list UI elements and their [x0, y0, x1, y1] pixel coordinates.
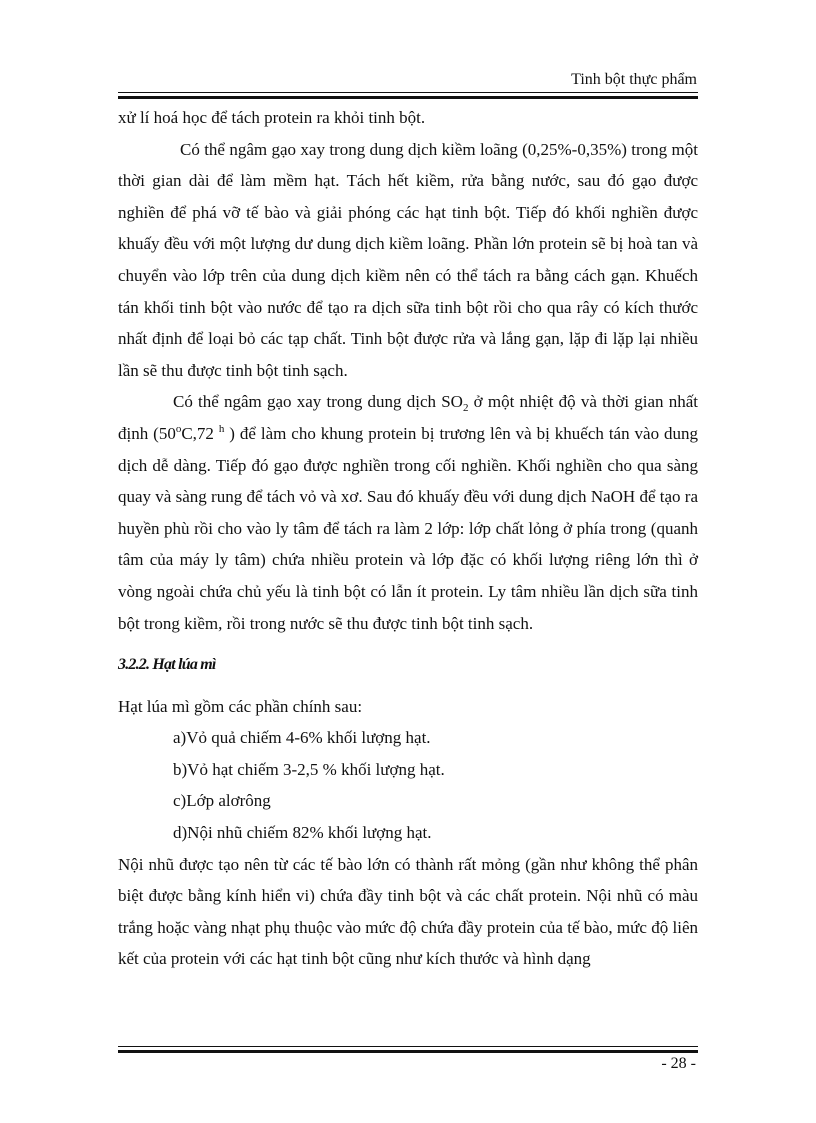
- p3-text-2: ở một nhiệt độ và thời gian nhất định (50: [118, 392, 698, 443]
- list-item: c)Lớp alơrông: [173, 791, 271, 811]
- list-intro: Hạt lúa mì gồm các phần chính sau:: [118, 696, 363, 716]
- so2-subscript: 2: [462, 402, 469, 415]
- running-header: Tinh bột thực phẩm: [571, 71, 697, 88]
- header-rule: [118, 92, 698, 99]
- footer-rule: [118, 1046, 698, 1053]
- p3-text-1: Có thể ngâm gạo xay trong dung dịch SO: [173, 392, 463, 412]
- page-number: - 28 -: [661, 1055, 696, 1072]
- section-heading: 3.2.2. Hạt lúa mì: [118, 656, 216, 674]
- page-body: [118, 102, 698, 975]
- hour-superscript: h: [218, 422, 225, 435]
- p3-text-3: C,72: [181, 423, 219, 443]
- p3-text-4: ) để làm cho khung protein bị trương lên và bị khuếch tán vào dung dịch dễ dàng. Tiếp đó gạo được nghiền trong cối nghiền. Khối nghiền cho qua sàng quay và sàng rung để tách vỏ và xơ. Sau đó khuấy đều với dung dịch NaOH để tạo ra huyền phù rồi cho vào ly tâm để tách ra làm 2 lớp: lớp chất lỏng ở phía trong (quanh tâm của máy ly tâm) chứa nhiều protein và lớp đặc có khối lượng riêng lớn thì ở vòng ngoài chứa chủ yếu là tinh bột có lẫn ít protein. Ly tâm nhiều lần dịch sữa tinh bột trong kiềm, rồi trong nước sẽ thu được tinh bột tinh sạch.: [118, 423, 699, 633]
- list-item: d)Nội nhũ chiếm 82% khối lượng hạt.: [173, 823, 432, 843]
- paragraph-alkaline-method: Có thể ngâm gạo xay trong dung dịch kiềm loãng (0,25%-0,35%) trong một thời gian dài để làm mềm hạt. Tách hết kiềm, rửa bằng nước, sau đó gạo được nghiền để phá vỡ tế bào và giải phóng các hạt tinh bột. Tiếp đó khối nghiền được khuấy đều với một lượng dư dung dịch kiềm loãng. Phần lớn protein sẽ bị hoà tan và chuyển vào lớp trên của dung dịch kiềm nên có thể tách ra bằng cách gạn. Khuếch tán khối tinh bột vào nước để tạo ra dịch sữa tinh bột rồi cho qua rây có kích thước nhất định để loại bỏ các tạp chất. Tinh bột được rửa và lắng gạn, lặp đi lặp lại nhiều lần sẽ thu được tinh bột tinh sạch.: [118, 139, 698, 380]
- degree-superscript: o: [175, 422, 182, 435]
- paragraph-continuation: xử lí hoá học để tách protein ra khỏi tinh bột.: [118, 108, 426, 127]
- list-item: a)Vỏ quả chiếm 4-6% khối lượng hạt.: [173, 728, 431, 748]
- paragraph-so2-method: [118, 386, 698, 639]
- list-item: b)Vỏ hạt chiếm 3-2,5 % khối lượng hạt.: [173, 759, 445, 779]
- paragraph-endosperm: Nội nhũ được tạo nên từ các tế bào lớn có thành rất mỏng (gần như không thể phân biệt được bằng kính hiển vi) chứa đầy tinh bột và các chất protein. Nội nhũ có màu trắng hoặc vàng nhạt phụ thuộc vào mức độ chứa đầy protein của tế bào, mức độ liên kết của protein với các hạt tinh bột cũng như kích thước và hình dạng: [118, 854, 698, 969]
